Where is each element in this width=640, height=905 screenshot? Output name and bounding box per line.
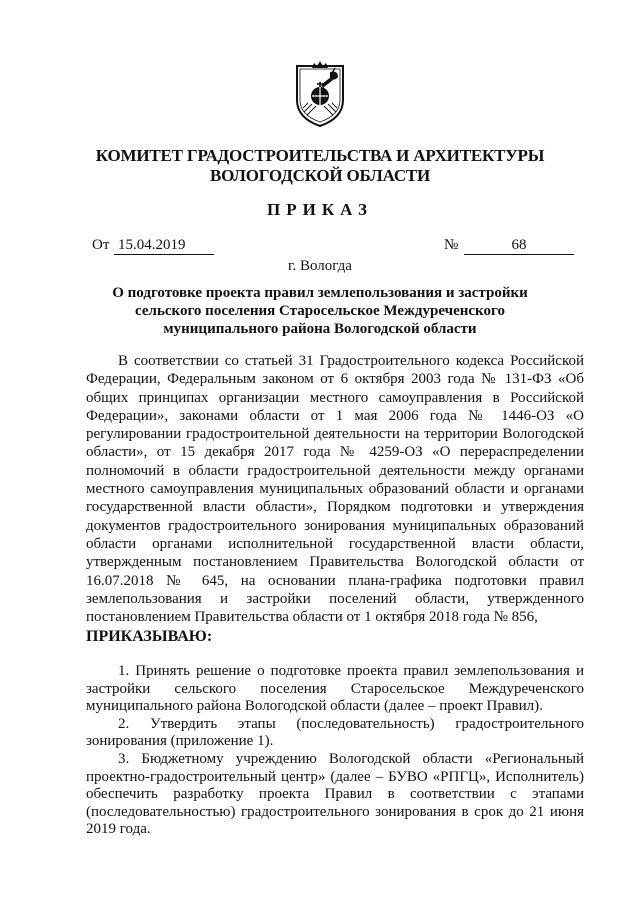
city: г. Вологда	[288, 258, 352, 274]
number-label: №	[444, 237, 459, 253]
order-items	[86, 663, 584, 839]
order-subject: О подготовке проекта правил землепользования и застройки сельского поселения Старосельское Междуреченского муниципального района Вологодской области	[112, 285, 528, 337]
order-item-1: 1. Принять решение о подготовке проекта правил землепользования и застройки сельского поселения Старосельское Междуреченского муниципального района Вологодской области (далее – проект Правил).	[86, 663, 584, 715]
date-number-row	[92, 237, 582, 259]
order-date: 15.04.2019	[114, 237, 214, 255]
order-number: 68	[464, 237, 574, 255]
coat-of-arms-icon	[294, 60, 346, 128]
organization-line-2: ВОЛОГОДСКОЙ ОБЛАСТИ	[209, 166, 431, 185]
document-type-title: ПРИКАЗ	[267, 200, 373, 219]
preamble	[86, 352, 584, 626]
preamble-paragraph: В соответствии со статьей 31 Градостроительного кодекса Российской Федерации, Федеральным законом от 6 октября 2003 года № 131-ФЗ «Об общих принципах организации местного самоуправления в Российской Федерации», законами области от 1 мая 2006 года № 1446-ОЗ «О регулировании градостроительной деятельности на территории Вологодской области», от 15 декабря 2017 года № 4259-ОЗ «О перераспределении полномочий в области градостроительной деятельности между органами местного самоуправления муниципальных образований области и органами государственной власти области», Порядком подготовки и утверждения документов градостроительного зонирования муниципальных образований области органами исполнительной государственной власти области, утвержденным постановлением Правительства Вологодской области от 16.07.2018 № 645, на основании плана-графика подготовки правил землепользования и застройки поселений области, утвержденного постановлением Правительства области от 1 октября 2018 года № 856,	[86, 353, 584, 626]
order-item-2: 2. Утвердить этапы (последовательность) градостроительного зонирования (приложение 1).	[86, 715, 584, 750]
organization-line-1: КОМИТЕТ ГРАДОСТРОИТЕЛЬСТВА И АРХИТЕКТУРЫ	[95, 146, 545, 165]
order-item-3: 3. Бюджетному учреждению Вологодской области «Региональный проектно-градостроительный центр» (далее – БУВО «РПГЦ», Исполнитель) обеспечить разработку проекта Правил в соответствии с этапами (последовательностью) градостроительного зонирования в срок до 21 июня 2019 года.	[86, 750, 584, 838]
organization-name	[60, 146, 580, 186]
decree-word: ПРИКАЗЫВАЮ:	[86, 628, 213, 645]
date-label: От	[92, 237, 110, 253]
